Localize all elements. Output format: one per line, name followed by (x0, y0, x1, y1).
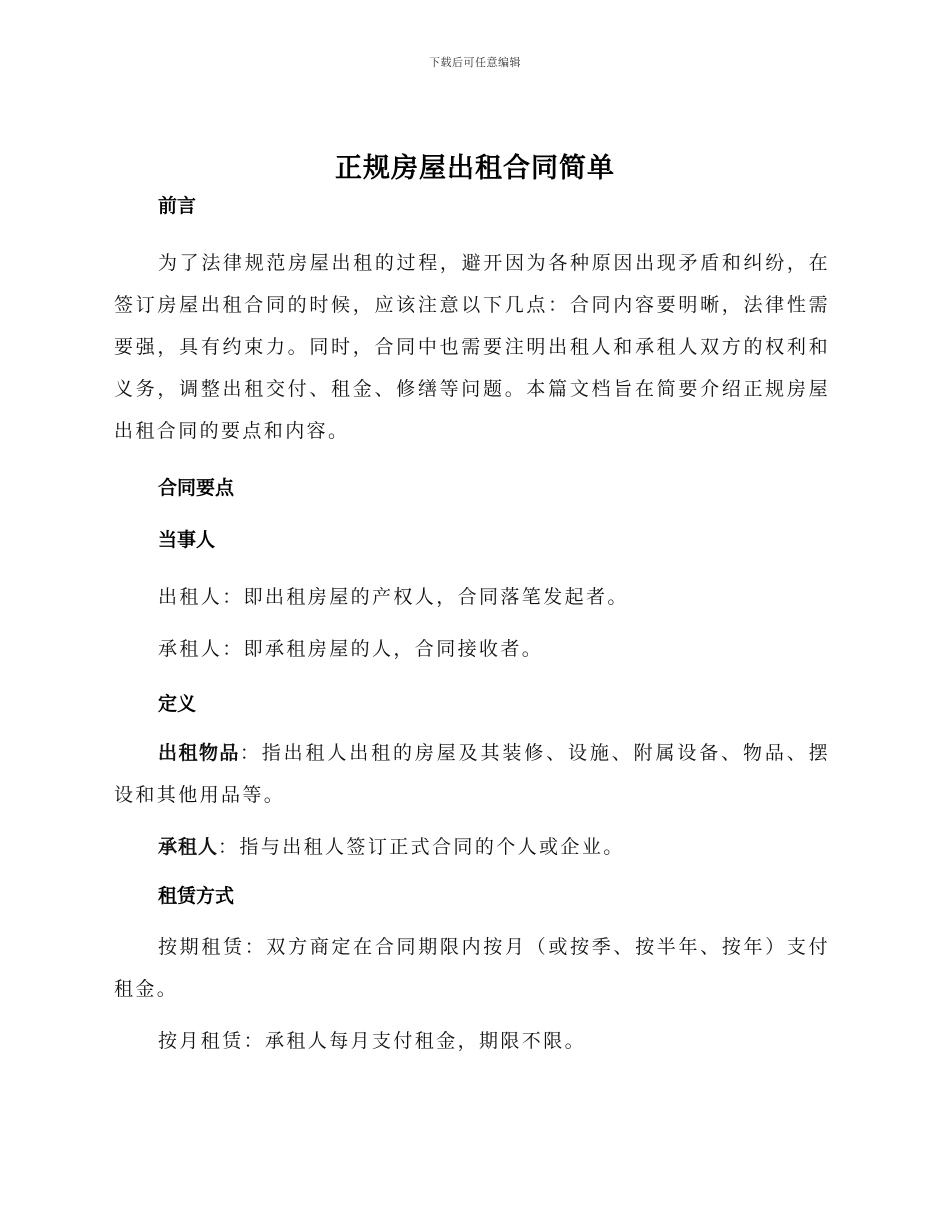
definition-term: 承租人 (158, 836, 219, 858)
monthly-lease-line: 按月租赁：承租人每月支付租金，期限不限。 (158, 1030, 587, 1052)
lease-mode-heading: 租赁方式 (158, 885, 235, 907)
definition-text: ：指与出租人签订正式合同的个人或企业。 (218, 836, 625, 858)
periodic-lease-line: 按期租赁：双方商定在合同期限内按月（或按季、按半年、按年）支付租金。 (114, 936, 830, 1000)
key-points-heading: 合同要点 (158, 477, 235, 499)
preface-paragraph: 为了法律规范房屋出租的过程，避开因为各种原因出现矛盾和纠纷，在签订房屋出租合同的时候，应该注意以下几点：合同内容要明晰，法律性需要强，具有约束力。同时，合同中也需要注明出租人和承租人双方的权利和义务，调整出租交付、租金、修缮等问题。本篇文档旨在简要介绍正规房屋出租合同的要点和内容。 (114, 252, 830, 442)
definition-lessee (114, 826, 830, 868)
parties-heading: 当事人 (158, 529, 216, 551)
definitions-heading: 定义 (158, 693, 197, 715)
definition-term: 出租物品 (158, 742, 240, 764)
definition-text: ：指出租人出租的房屋及其装修、设施、附属设备、物品、摆设和其他用品等。 (114, 742, 830, 806)
lessee-line: 承租人：即承租房屋的人，合同接收者。 (158, 638, 544, 660)
page-title: 正规房屋出租合同简单 (335, 153, 615, 184)
preface-heading: 前言 (158, 195, 197, 217)
definition-rental-items (114, 732, 830, 816)
lessor-line: 出租人：即出租房屋的产权人，合同落笔发起者。 (158, 586, 629, 608)
document-body (114, 190, 830, 1062)
header-note: 下载后可任意编辑 (429, 56, 521, 69)
